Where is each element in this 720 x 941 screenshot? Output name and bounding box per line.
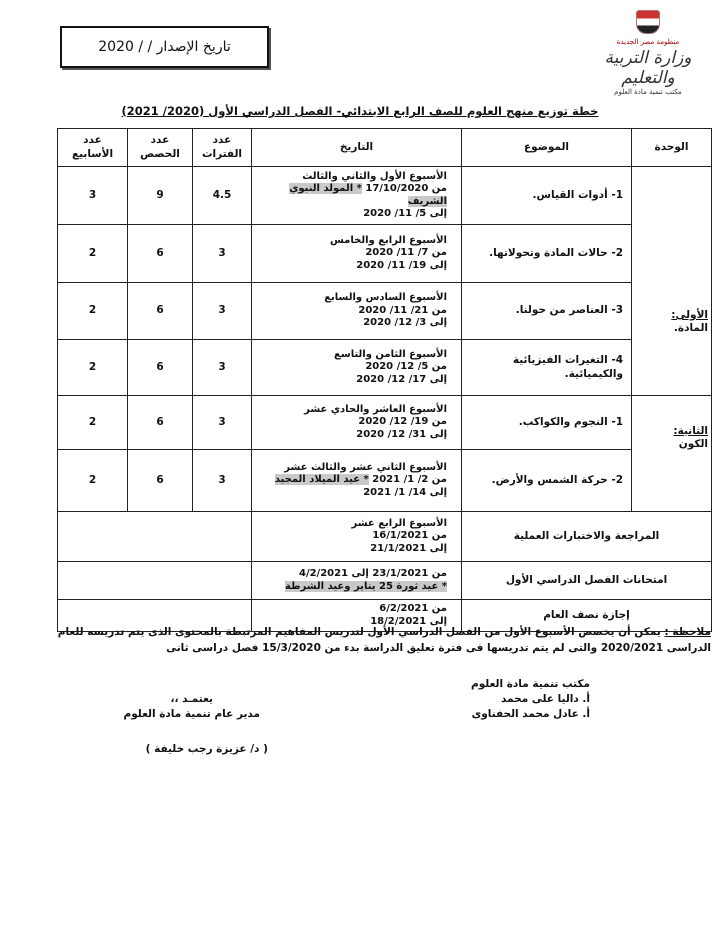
- curriculum-table: [57, 128, 712, 632]
- ministry-dept: مكتب تنمية مادة العلوم: [614, 88, 682, 96]
- exams-topic: امتحانات الفصل الدراسي الأول: [462, 562, 712, 600]
- note-label: ملاحظة :: [664, 626, 711, 638]
- topic-cell: 4- التغيرات الفيزيائية والكيميائية.: [462, 340, 632, 396]
- table-row: [58, 340, 712, 396]
- eagle-emblem-icon: [636, 10, 660, 34]
- topic-cell: 2- حالات المادة وتحولاتها.: [462, 225, 632, 283]
- lessons-cell: 6: [128, 225, 193, 283]
- date-cell: الأسبوع الثاني عشر والثالث عشر من 2/ 1/ 2021 * عيد الميلاد المجيد إلى 14/ 1/ 2021: [252, 450, 462, 512]
- doc-title: خطة توزيع منهج العلوم للصف الرابع الابتدائي- الفصل الدراسي الأول (2020/ 2021): [121, 104, 599, 118]
- review-date: الأسبوع الرابع عشر من 16/1/2021 إلى 21/1/2021: [252, 512, 462, 562]
- lessons-cell: 6: [128, 450, 193, 512]
- periods-cell: 3: [193, 283, 252, 340]
- ministry-org: منظومة مصر الجديدة: [616, 38, 680, 46]
- header-lessons: عدد الحصص: [128, 129, 193, 167]
- header-periods: عدد الفترات: [193, 129, 252, 167]
- note: [57, 625, 711, 657]
- weeks-cell: 2: [58, 225, 128, 283]
- date-cell: الأسبوع العاشر والحادي عشر من 19/ 12/ 2020 إلى 31/ 12/ 2020: [252, 396, 462, 450]
- director-signature: [123, 692, 268, 758]
- topic-cell: 1- أدوات القياس.: [462, 167, 632, 225]
- office-name: مكتب تنمية مادة العلوم: [471, 678, 590, 690]
- table-row: [58, 450, 712, 512]
- date-cell: الأسبوع الرابع والخامس من 7/ 11/ 2020 إلى 19/ 11/ 2020: [252, 225, 462, 283]
- table-row: [58, 167, 712, 225]
- periods-cell: 3: [193, 450, 252, 512]
- lessons-cell: 6: [128, 283, 193, 340]
- empty-cell: [58, 562, 252, 600]
- director-title: مدير عام تنمية مادة العلوم: [123, 708, 260, 721]
- issue-date: تاريخ الإصدار / / 2020: [98, 39, 231, 55]
- table-row: [58, 225, 712, 283]
- office-signatures: [471, 677, 590, 723]
- weeks-cell: 2: [58, 450, 128, 512]
- lessons-cell: 6: [128, 396, 193, 450]
- exams-date: من 23/1/2021 إلى 4/2/2021 * عيد ثورة 25 يناير وعيد الشرطة: [252, 562, 462, 600]
- date-cell: الأسبوع الثامن والتاسع من 5/ 12/ 2020 إلى 17/ 12/ 2020: [252, 340, 462, 396]
- issue-date-box: [60, 26, 269, 68]
- weeks-cell: 2: [58, 340, 128, 396]
- table-row-exams: [58, 562, 712, 600]
- topic-cell: 3- العناصر من حولنا.: [462, 283, 632, 340]
- periods-cell: 4.5: [193, 167, 252, 225]
- approved-label: يعتمـد ،،: [170, 693, 213, 705]
- note-text: يمكن أن يخصص الأسبوع الأول من الفصل الدراسي الأول لتدريس المفاهيم المرتبطة بالمحتوى الذى يتم تدريسه للعام الدراسى 2020/2021 والتى لم يتم تدريسها فى فترة تعليق الدراسة بدء من 15/3/2020 فصل دراسى ثانى: [57, 626, 711, 654]
- header-weeks: عدد الأسابيع: [58, 129, 128, 167]
- unit-second: الثانية: الكون: [632, 396, 712, 512]
- break-date: من 6/2/2021 إلى 18/2/2021: [252, 600, 462, 632]
- weeks-cell: 3: [58, 167, 128, 225]
- review-topic: المراجعة والاختبارات العملية: [462, 512, 712, 562]
- periods-cell: 3: [193, 340, 252, 396]
- signatory-1: أ. داليا على محمد: [501, 693, 590, 706]
- header-topic: الموضوع: [462, 129, 632, 167]
- signatory-2: أ. عادل محمد الحفناوى: [471, 708, 590, 721]
- lessons-cell: 6: [128, 340, 193, 396]
- periods-cell: 3: [193, 396, 252, 450]
- table-row: [58, 283, 712, 340]
- table-header-row: [58, 129, 712, 167]
- ministry-name: وزارة التربية والتعليم: [604, 48, 692, 88]
- weeks-cell: 2: [58, 396, 128, 450]
- date-cell: الأسبوع السادس والسابع من 21/ 11/ 2020 إلى 3/ 12/ 2020: [252, 283, 462, 340]
- periods-cell: 3: [193, 225, 252, 283]
- unit-first: الأولى: المادة.: [632, 167, 712, 396]
- header-unit: الوحدة: [632, 129, 712, 167]
- date-cell: الأسبوع الأول والثاني والثالث من 17/10/2020 * المولد النبوي الشريف إلى 5/ 11/ 2020: [252, 167, 462, 225]
- empty-cell: [58, 512, 252, 562]
- topic-cell: 2- حركة الشمس والأرض.: [462, 450, 632, 512]
- topic-cell: 1- النجوم والكواكب.: [462, 396, 632, 450]
- director-name: ( د/ عزيزة رجب خليفة ): [145, 743, 268, 756]
- weeks-cell: 2: [58, 283, 128, 340]
- lessons-cell: 9: [128, 167, 193, 225]
- ministry-logo: [598, 10, 698, 100]
- break-topic: إجازة نصف العام: [462, 600, 712, 632]
- table-row-review: [58, 512, 712, 562]
- header-date: التاريخ: [252, 129, 462, 167]
- table-row: [58, 396, 712, 450]
